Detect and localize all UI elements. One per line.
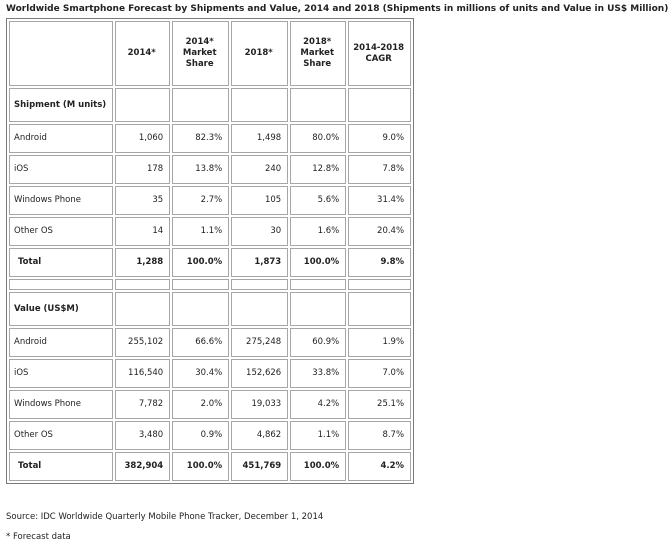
value-cell: 13.8%: [172, 155, 229, 184]
empty-cell: [172, 279, 229, 290]
value-cell: 1,288: [115, 248, 170, 277]
column-header: [9, 21, 113, 86]
row-label: Other OS: [9, 217, 113, 246]
table-row: [9, 421, 411, 450]
value-cell: 105: [231, 186, 288, 215]
value-cell: 1.9%: [348, 328, 411, 357]
empty-cell: [115, 279, 170, 290]
value-cell: 1.6%: [290, 217, 346, 246]
forecast-note: * Forecast data: [6, 532, 71, 542]
row-label: Android: [9, 124, 113, 153]
value-cell: 1,060: [115, 124, 170, 153]
empty-cell: [115, 88, 170, 122]
table-row: [9, 390, 411, 419]
value-cell: 7.0%: [348, 359, 411, 388]
row-label: Windows Phone: [9, 186, 113, 215]
empty-cell: [348, 279, 411, 290]
value-cell: 5.6%: [290, 186, 346, 215]
empty-cell: [231, 279, 288, 290]
value-cell: 100.0%: [290, 248, 346, 277]
source-note: Source: IDC Worldwide Quarterly Mobile Phone Tracker, December 1, 2014: [6, 512, 324, 522]
value-cell: 20.4%: [348, 217, 411, 246]
empty-cell: [290, 88, 346, 122]
value-cell: 14: [115, 217, 170, 246]
table-row: [9, 328, 411, 357]
value-cell: 7,782: [115, 390, 170, 419]
row-label: Android: [9, 328, 113, 357]
empty-cell: [172, 88, 229, 122]
row-label: Total: [9, 452, 113, 481]
value-cell: 9.0%: [348, 124, 411, 153]
row-label: Other OS: [9, 421, 113, 450]
value-cell: 3,480: [115, 421, 170, 450]
value-cell: 25.1%: [348, 390, 411, 419]
column-header: 2018*: [231, 21, 288, 86]
value-cell: 12.8%: [290, 155, 346, 184]
row-label: Windows Phone: [9, 390, 113, 419]
value-cell: 382,904: [115, 452, 170, 481]
row-label: iOS: [9, 155, 113, 184]
value-cell: 116,540: [115, 359, 170, 388]
value-cell: 152,626: [231, 359, 288, 388]
value-cell: 100.0%: [290, 452, 346, 481]
value-cell: 0.9%: [172, 421, 229, 450]
value-cell: 82.3%: [172, 124, 229, 153]
empty-cell: [348, 88, 411, 122]
forecast-table: [6, 18, 414, 484]
empty-cell: [231, 292, 288, 326]
value-cell: 1,498: [231, 124, 288, 153]
value-cell: 2.7%: [172, 186, 229, 215]
empty-cell: [172, 292, 229, 326]
value-cell: 4,862: [231, 421, 288, 450]
row-label: iOS: [9, 359, 113, 388]
row-label: Total: [9, 248, 113, 277]
section-label: Shipment (M units): [9, 88, 113, 122]
value-cell: 4.2%: [348, 452, 411, 481]
column-header: 2014* Market Share: [172, 21, 229, 86]
value-cell: 1.1%: [290, 421, 346, 450]
value-cell: 100.0%: [172, 248, 229, 277]
section-row: [9, 88, 411, 122]
empty-cell: [9, 279, 113, 290]
table-row: [9, 359, 411, 388]
table-row: [9, 124, 411, 153]
value-cell: 275,248: [231, 328, 288, 357]
value-cell: 8.7%: [348, 421, 411, 450]
table-row: [9, 217, 411, 246]
value-cell: 240: [231, 155, 288, 184]
empty-cell: [115, 292, 170, 326]
table-body: [9, 21, 411, 481]
value-cell: 2.0%: [172, 390, 229, 419]
value-cell: 1.1%: [172, 217, 229, 246]
value-cell: 35: [115, 186, 170, 215]
empty-cell: [290, 292, 346, 326]
value-cell: 100.0%: [172, 452, 229, 481]
empty-cell: [290, 279, 346, 290]
section-label: Value (US$M): [9, 292, 113, 326]
spacer-row: [9, 279, 411, 290]
value-cell: 31.4%: [348, 186, 411, 215]
table-title: Worldwide Smartphone Forecast by Shipments and Value, 2014 and 2018 (Shipments in millions of units and Value in US$ Million): [6, 4, 668, 14]
column-header: 2018* Market Share: [290, 21, 346, 86]
value-cell: 178: [115, 155, 170, 184]
value-cell: 7.8%: [348, 155, 411, 184]
column-header: 2014-2018 CAGR: [348, 21, 411, 86]
value-cell: 19,033: [231, 390, 288, 419]
table-row: [9, 186, 411, 215]
value-cell: 33.8%: [290, 359, 346, 388]
value-cell: 255,102: [115, 328, 170, 357]
value-cell: 66.6%: [172, 328, 229, 357]
value-cell: 30.4%: [172, 359, 229, 388]
value-cell: 9.8%: [348, 248, 411, 277]
empty-cell: [231, 88, 288, 122]
value-cell: 4.2%: [290, 390, 346, 419]
section-row: [9, 292, 411, 326]
value-cell: 80.0%: [290, 124, 346, 153]
value-cell: 30: [231, 217, 288, 246]
header-row: [9, 21, 411, 86]
total-row: [9, 452, 411, 481]
table-row: [9, 155, 411, 184]
total-row: [9, 248, 411, 277]
empty-cell: [348, 292, 411, 326]
column-header: 2014*: [115, 21, 170, 86]
value-cell: 60.9%: [290, 328, 346, 357]
value-cell: 1,873: [231, 248, 288, 277]
value-cell: 451,769: [231, 452, 288, 481]
